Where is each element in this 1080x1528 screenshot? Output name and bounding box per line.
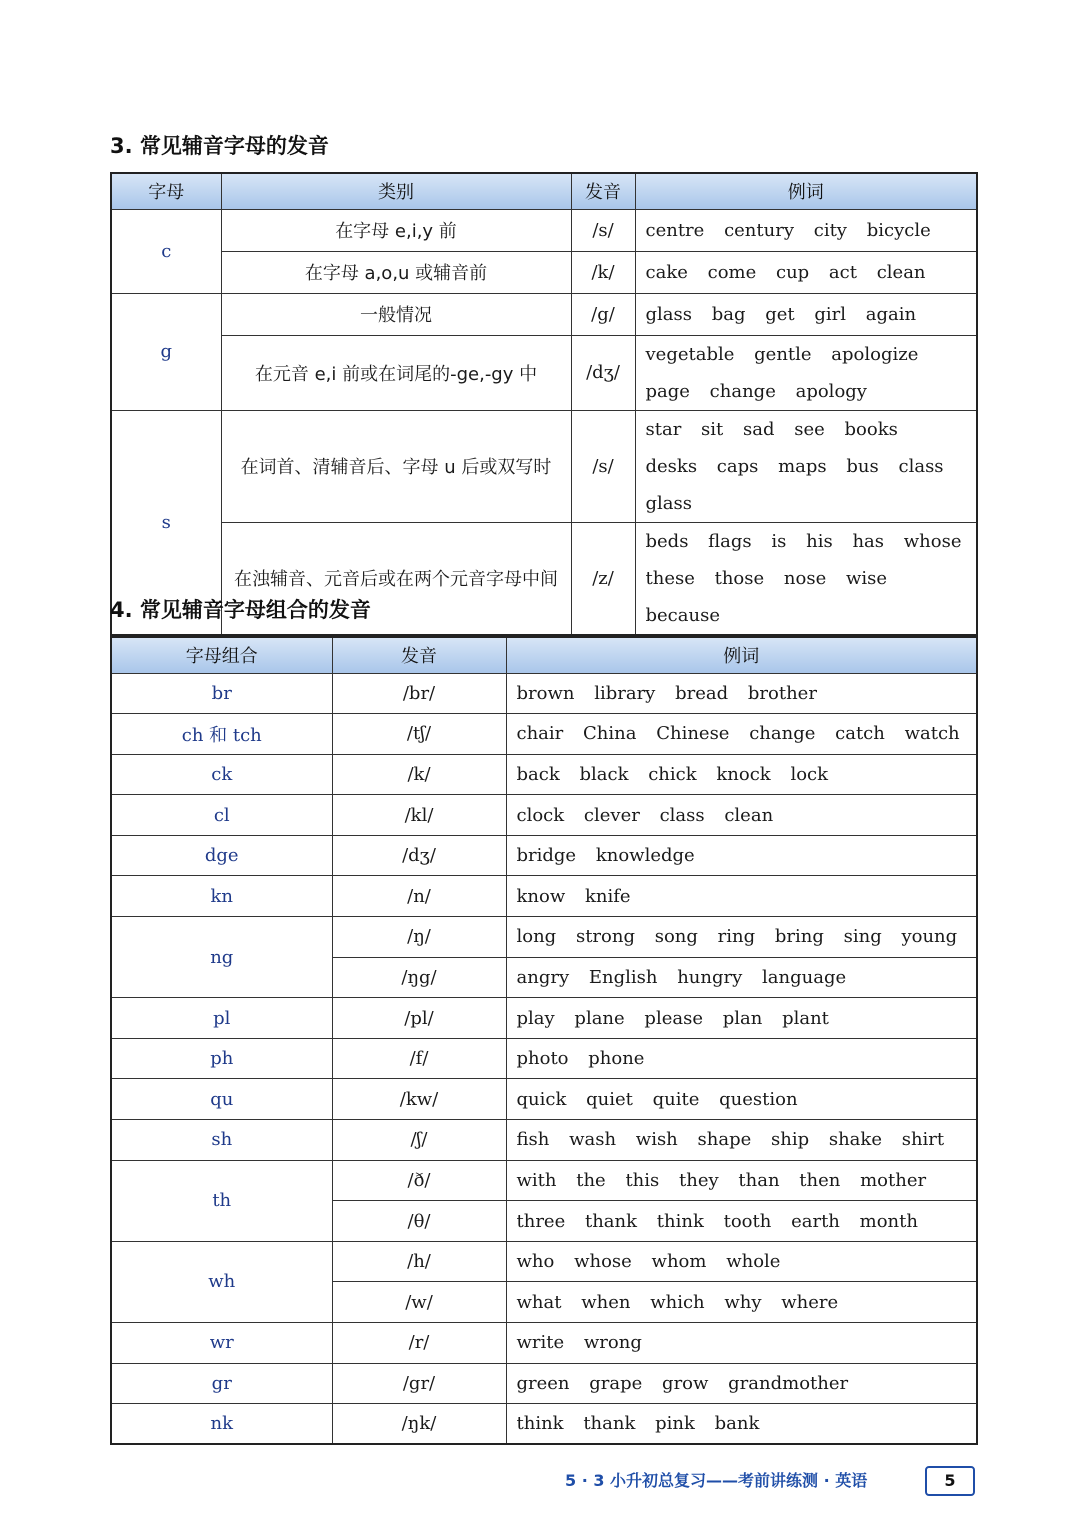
- combo-cell: cl: [111, 795, 332, 836]
- examples-cell: [506, 795, 977, 836]
- example-word: knowledge: [595, 845, 695, 867]
- combo-cell: ph: [111, 1038, 332, 1079]
- sound-cell: /br/: [332, 673, 506, 714]
- combo-cell: ng: [111, 917, 332, 998]
- section-3-title: 3. 常见辅音字母的发音: [110, 134, 329, 158]
- example-word: shape: [697, 1129, 752, 1151]
- sound-cell: /ð/: [332, 1160, 506, 1201]
- example-word: lock: [790, 763, 829, 785]
- examples-cell: [506, 714, 977, 755]
- examples-cell: [506, 1201, 977, 1242]
- example-word: get: [765, 303, 795, 325]
- footer-book-title: 5 · 3 小升初总复习——考前讲练测 · 英语: [565, 1471, 868, 1490]
- example-word: the: [576, 1169, 606, 1191]
- example-word: young: [901, 926, 958, 948]
- category-cell: 一般情况: [221, 293, 571, 335]
- combo-cell: kn: [111, 876, 332, 917]
- table-row: [111, 754, 977, 795]
- table-row: [111, 795, 977, 836]
- example-word: song: [654, 926, 698, 948]
- example-word: with: [516, 1169, 557, 1191]
- example-word: page: [645, 380, 690, 402]
- examples-cell: [506, 1404, 977, 1445]
- example-word: maps: [778, 455, 827, 477]
- example-word: catch: [835, 723, 885, 745]
- example-word: thank: [583, 1413, 636, 1435]
- example-word: whom: [651, 1251, 707, 1273]
- example-word: this: [625, 1169, 660, 1191]
- example-word: whose: [903, 530, 962, 552]
- sound-cell: /tʃ/: [332, 714, 506, 755]
- combo-cell: ck: [111, 754, 332, 795]
- examples-cell: [506, 1079, 977, 1120]
- example-word: his: [806, 530, 833, 552]
- example-word: photo: [516, 1048, 569, 1070]
- header-letter: 字母: [111, 173, 221, 209]
- example-word: act: [828, 261, 857, 283]
- combo-cell: sh: [111, 1120, 332, 1161]
- letter-cell: c: [111, 209, 221, 293]
- table-row: [111, 714, 977, 755]
- example-word: brother: [747, 682, 817, 704]
- example-word: vegetable: [645, 343, 735, 365]
- examples-cell: [506, 1160, 977, 1201]
- sound-cell: /θ/: [332, 1201, 506, 1242]
- example-word: bag: [711, 303, 746, 325]
- example-word: back: [516, 763, 560, 785]
- example-word: think: [656, 1210, 704, 1232]
- example-word: sing: [843, 926, 882, 948]
- table-row: [111, 835, 977, 876]
- example-word: those: [714, 567, 765, 589]
- examples-cell: [506, 876, 977, 917]
- consonant-combos-body: [111, 673, 977, 1444]
- example-word: plane: [574, 1007, 625, 1029]
- sound-cell: /k/: [332, 754, 506, 795]
- letter-cell: g: [111, 293, 221, 410]
- example-word: than: [738, 1169, 780, 1191]
- sound-cell: /ŋk/: [332, 1404, 506, 1445]
- example-word: is: [771, 530, 787, 552]
- example-word: desks: [645, 455, 698, 477]
- example-word: shirt: [901, 1129, 945, 1151]
- sound-cell: /dʒ/: [332, 835, 506, 876]
- category-cell: 在元音 e,i 前或在词尾的-ge,-gy 中: [221, 335, 571, 410]
- sound-cell: /ŋg/: [332, 957, 506, 998]
- combo-cell: nk: [111, 1404, 332, 1445]
- header-examples: 例词: [635, 173, 977, 209]
- examples-cell: [506, 957, 977, 998]
- combo-cell: ch 和 tch: [111, 714, 332, 755]
- example-word: sad: [743, 418, 775, 440]
- example-word: phone: [588, 1048, 645, 1070]
- table-row: [111, 876, 977, 917]
- table-row: [111, 293, 977, 335]
- examples-cell: [506, 673, 977, 714]
- category-cell: 在浊辅音、元音后或在两个元音字母中间: [221, 522, 571, 635]
- table-row: [111, 917, 977, 958]
- consonant-letters-table: [110, 172, 978, 636]
- examples-cell: [635, 410, 977, 522]
- table-row: [111, 998, 977, 1039]
- example-word: bank: [714, 1413, 760, 1435]
- example-word: chair: [516, 723, 564, 745]
- example-word: when: [581, 1291, 631, 1313]
- example-word: grandmother: [728, 1372, 849, 1394]
- examples-cell: [506, 754, 977, 795]
- example-word: green: [516, 1372, 570, 1394]
- example-word: mother: [860, 1169, 927, 1191]
- example-word: class: [659, 804, 705, 826]
- section-4-title: 4. 常见辅音字母组合的发音: [110, 598, 371, 622]
- examples-cell: [635, 522, 977, 635]
- examples-cell: [506, 1282, 977, 1323]
- header-sound: 发音: [571, 173, 635, 209]
- table-row: [111, 1160, 977, 1201]
- example-word: why: [724, 1291, 762, 1313]
- combo-cell: th: [111, 1160, 332, 1241]
- example-word: question: [719, 1088, 798, 1110]
- examples-cell: [506, 1241, 977, 1282]
- example-word: thank: [584, 1210, 638, 1232]
- example-word: ring: [717, 926, 756, 948]
- example-word: quite: [652, 1088, 700, 1110]
- example-word: clean: [876, 261, 926, 283]
- table-row: [111, 1363, 977, 1404]
- examples-cell: [635, 251, 977, 293]
- example-word: which: [650, 1291, 705, 1313]
- table-row: [111, 1038, 977, 1079]
- example-word: watch: [904, 723, 960, 745]
- example-word: whole: [726, 1251, 781, 1273]
- example-word: fish: [516, 1129, 550, 1151]
- table-row: [111, 1241, 977, 1282]
- sound-cell: /n/: [332, 876, 506, 917]
- example-word: plant: [782, 1007, 829, 1029]
- example-word: books: [844, 418, 898, 440]
- example-word: please: [644, 1007, 703, 1029]
- example-word: cake: [645, 261, 688, 283]
- combo-cell: dge: [111, 835, 332, 876]
- sound-cell: /ŋ/: [332, 917, 506, 958]
- header-sound: 发音: [332, 637, 506, 673]
- example-word: flags: [708, 530, 752, 552]
- example-word: glass: [645, 303, 692, 325]
- examples-cell: [506, 835, 977, 876]
- example-word: play: [516, 1007, 555, 1029]
- letter-cell: s: [111, 410, 221, 635]
- table-row: [111, 209, 977, 251]
- sound-cell: /z/: [571, 522, 635, 635]
- examples-cell: [506, 1038, 977, 1079]
- example-word: grow: [662, 1372, 709, 1394]
- example-word: who: [516, 1251, 555, 1273]
- example-word: city: [813, 219, 847, 241]
- example-word: sit: [701, 418, 724, 440]
- examples-cell: [635, 335, 977, 410]
- header-category: 类别: [221, 173, 571, 209]
- table-row: [111, 673, 977, 714]
- example-word: earth: [791, 1210, 840, 1232]
- consonant-letters-body: [111, 209, 977, 635]
- example-word: star: [645, 418, 682, 440]
- examples-cell: [506, 1120, 977, 1161]
- example-word: change: [749, 723, 816, 745]
- example-word: apologize: [831, 343, 919, 365]
- combo-cell: gr: [111, 1363, 332, 1404]
- example-word: angry: [516, 966, 570, 988]
- table-row: [111, 251, 977, 293]
- example-word: plan: [722, 1007, 763, 1029]
- example-word: glass: [645, 492, 692, 514]
- example-word: black: [579, 763, 629, 785]
- sound-cell: /kl/: [332, 795, 506, 836]
- examples-cell: [506, 917, 977, 958]
- example-word: knock: [716, 763, 771, 785]
- combo-cell: br: [111, 673, 332, 714]
- table-row: [111, 1120, 977, 1161]
- sound-cell: /h/: [332, 1241, 506, 1282]
- example-word: wrong: [583, 1332, 642, 1354]
- example-word: ship: [771, 1129, 810, 1151]
- example-word: wash: [569, 1129, 617, 1151]
- sound-cell: /w/: [332, 1282, 506, 1323]
- example-word: grape: [589, 1372, 643, 1394]
- example-word: beds: [645, 530, 689, 552]
- example-word: quiet: [586, 1088, 633, 1110]
- example-word: caps: [716, 455, 759, 477]
- example-word: English: [588, 966, 658, 988]
- example-word: clever: [583, 804, 640, 826]
- page-number: 5: [925, 1466, 975, 1496]
- example-word: shake: [828, 1129, 882, 1151]
- table-row: [111, 1323, 977, 1364]
- example-word: Chinese: [656, 723, 730, 745]
- example-word: whose: [574, 1251, 632, 1273]
- example-word: know: [516, 885, 566, 907]
- sound-cell: /f/: [332, 1038, 506, 1079]
- example-word: bring: [774, 926, 824, 948]
- example-word: tooth: [723, 1210, 772, 1232]
- examples-cell: [635, 209, 977, 251]
- sound-cell: /kw/: [332, 1079, 506, 1120]
- example-word: China: [583, 723, 637, 745]
- example-word: pink: [655, 1413, 695, 1435]
- table-row: [111, 335, 977, 410]
- example-word: long: [516, 926, 557, 948]
- sound-cell: /s/: [571, 209, 635, 251]
- example-word: change: [709, 380, 776, 402]
- sound-cell: /r/: [332, 1323, 506, 1364]
- combo-cell: pl: [111, 998, 332, 1039]
- example-word: what: [516, 1291, 562, 1313]
- example-word: come: [707, 261, 757, 283]
- category-cell: 在词首、清辅音后、字母 u 后或双写时: [221, 410, 571, 522]
- sound-cell: /pl/: [332, 998, 506, 1039]
- consonant-combos-table: [110, 636, 978, 1445]
- example-word: has: [852, 530, 885, 552]
- examples-cell: [506, 998, 977, 1039]
- example-word: clean: [724, 804, 774, 826]
- table-row: [111, 1079, 977, 1120]
- example-word: century: [724, 219, 794, 241]
- examples-cell: [635, 293, 977, 335]
- table-row: [111, 1404, 977, 1445]
- example-word: then: [799, 1169, 841, 1191]
- example-word: see: [794, 418, 825, 440]
- sound-cell: /gr/: [332, 1363, 506, 1404]
- example-word: gentle: [754, 343, 812, 365]
- sound-cell: /dʒ/: [571, 335, 635, 410]
- example-word: girl: [814, 303, 847, 325]
- header-examples: 例词: [506, 637, 977, 673]
- combo-cell: wr: [111, 1323, 332, 1364]
- example-word: cup: [775, 261, 810, 283]
- examples-cell: [506, 1363, 977, 1404]
- example-word: quick: [516, 1088, 567, 1110]
- example-word: centre: [645, 219, 705, 241]
- example-word: again: [865, 303, 917, 325]
- example-word: strong: [575, 926, 635, 948]
- example-word: they: [679, 1169, 719, 1191]
- header-combo: 字母组合: [111, 637, 332, 673]
- examples-cell: [506, 1323, 977, 1364]
- category-cell: 在字母 e,i,y 前: [221, 209, 571, 251]
- example-word: wish: [635, 1129, 678, 1151]
- example-word: these: [645, 567, 695, 589]
- sound-cell: /s/: [571, 410, 635, 522]
- example-word: wise: [845, 567, 888, 589]
- combo-cell: wh: [111, 1241, 332, 1322]
- example-word: language: [762, 966, 847, 988]
- example-word: bus: [846, 455, 879, 477]
- example-word: where: [781, 1291, 839, 1313]
- example-word: three: [516, 1210, 566, 1232]
- sound-cell: /g/: [571, 293, 635, 335]
- example-word: bicycle: [866, 219, 931, 241]
- example-word: bread: [675, 682, 729, 704]
- table-row: [111, 410, 977, 522]
- example-word: library: [594, 682, 656, 704]
- example-word: chick: [648, 763, 697, 785]
- example-word: clock: [516, 804, 565, 826]
- example-word: think: [516, 1413, 564, 1435]
- example-word: apology: [795, 380, 867, 402]
- example-word: class: [898, 455, 944, 477]
- combo-cell: qu: [111, 1079, 332, 1120]
- example-word: nose: [783, 567, 827, 589]
- example-word: month: [859, 1210, 918, 1232]
- example-word: because: [645, 604, 720, 626]
- example-word: knife: [584, 885, 631, 907]
- category-cell: 在字母 a,o,u 或辅音前: [221, 251, 571, 293]
- example-word: bridge: [516, 845, 577, 867]
- example-word: brown: [516, 682, 575, 704]
- example-word: hungry: [677, 966, 743, 988]
- example-word: write: [516, 1332, 565, 1354]
- sound-cell: /k/: [571, 251, 635, 293]
- sound-cell: /ʃ/: [332, 1120, 506, 1161]
